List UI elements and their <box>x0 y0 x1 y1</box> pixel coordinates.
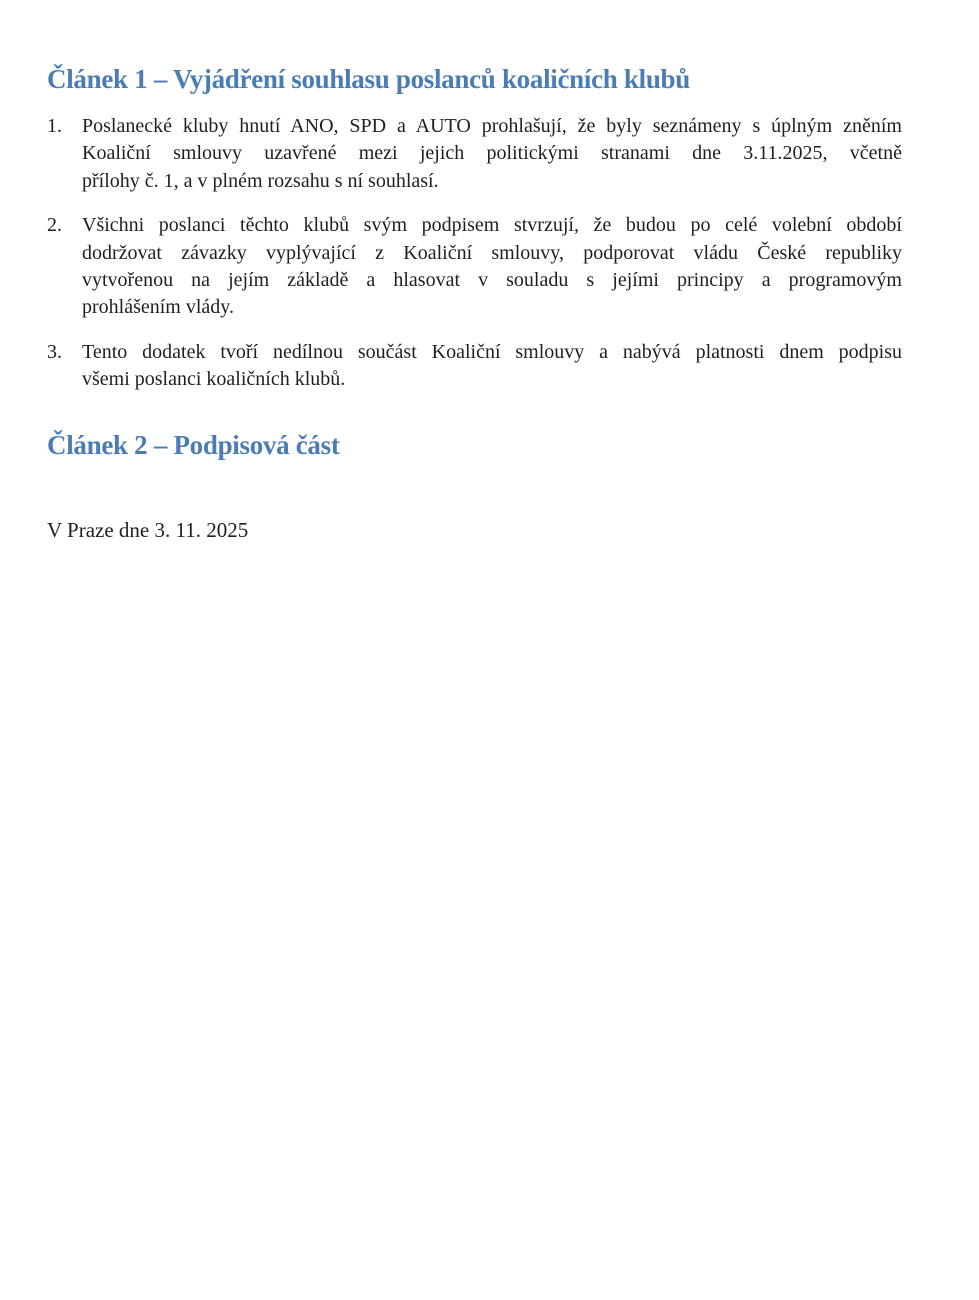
numbered-list <box>47 113 902 394</box>
list-item-number: 2. <box>47 214 62 237</box>
text-line: Poslanecké kluby hnutí ANO, SPD a AUTO prohlašují, že byly seznámeny s úplným zněním <box>82 115 902 137</box>
document-content <box>0 0 979 544</box>
date-place-line: V Praze dne 3. 11. 2025 <box>47 517 249 542</box>
list-item-number: 3. <box>47 340 62 363</box>
text-line: Všichni poslanci těchto klubů svým podpisem stvrzují, že budou po celé volební období <box>82 214 902 237</box>
article-2-heading: Článek 2 – Podpisová část <box>47 429 340 460</box>
text-line: Koaliční smlouvy uzavřené mezi jejich politickými stranami dne 3.11.2025, včetně <box>82 142 902 165</box>
text-line: prohlášením vlády. <box>82 296 235 319</box>
text-line: Tento dodatek tvoří nedílnou součást Koaliční smlouvy a nabývá platnosti dnem podpisu <box>82 340 902 363</box>
list-item-2 <box>47 212 902 322</box>
article-1-heading: Článek 1 – Vyjádření souhlasu poslanců koaličních klubů <box>47 64 690 94</box>
text-line: všemi poslanci koaličních klubů. <box>82 368 346 391</box>
text-line: dodržovat závazky vyplývající z Koaliční smlouvy, podporovat vládu České republiky <box>82 241 902 264</box>
list-item-text <box>82 339 902 394</box>
text-line: přílohy č. 1, a v plném rozsahu s ní souhlasí. <box>82 169 439 192</box>
text-line: vytvořenou na jejím základě a hlasovat v souladu s jejími principy a programovým <box>82 269 902 292</box>
list-item-number: 1. <box>47 115 62 137</box>
list-item-text <box>82 212 902 322</box>
list-item-1 <box>47 113 902 195</box>
list-item-text <box>82 113 902 195</box>
list-item-3 <box>47 339 902 394</box>
